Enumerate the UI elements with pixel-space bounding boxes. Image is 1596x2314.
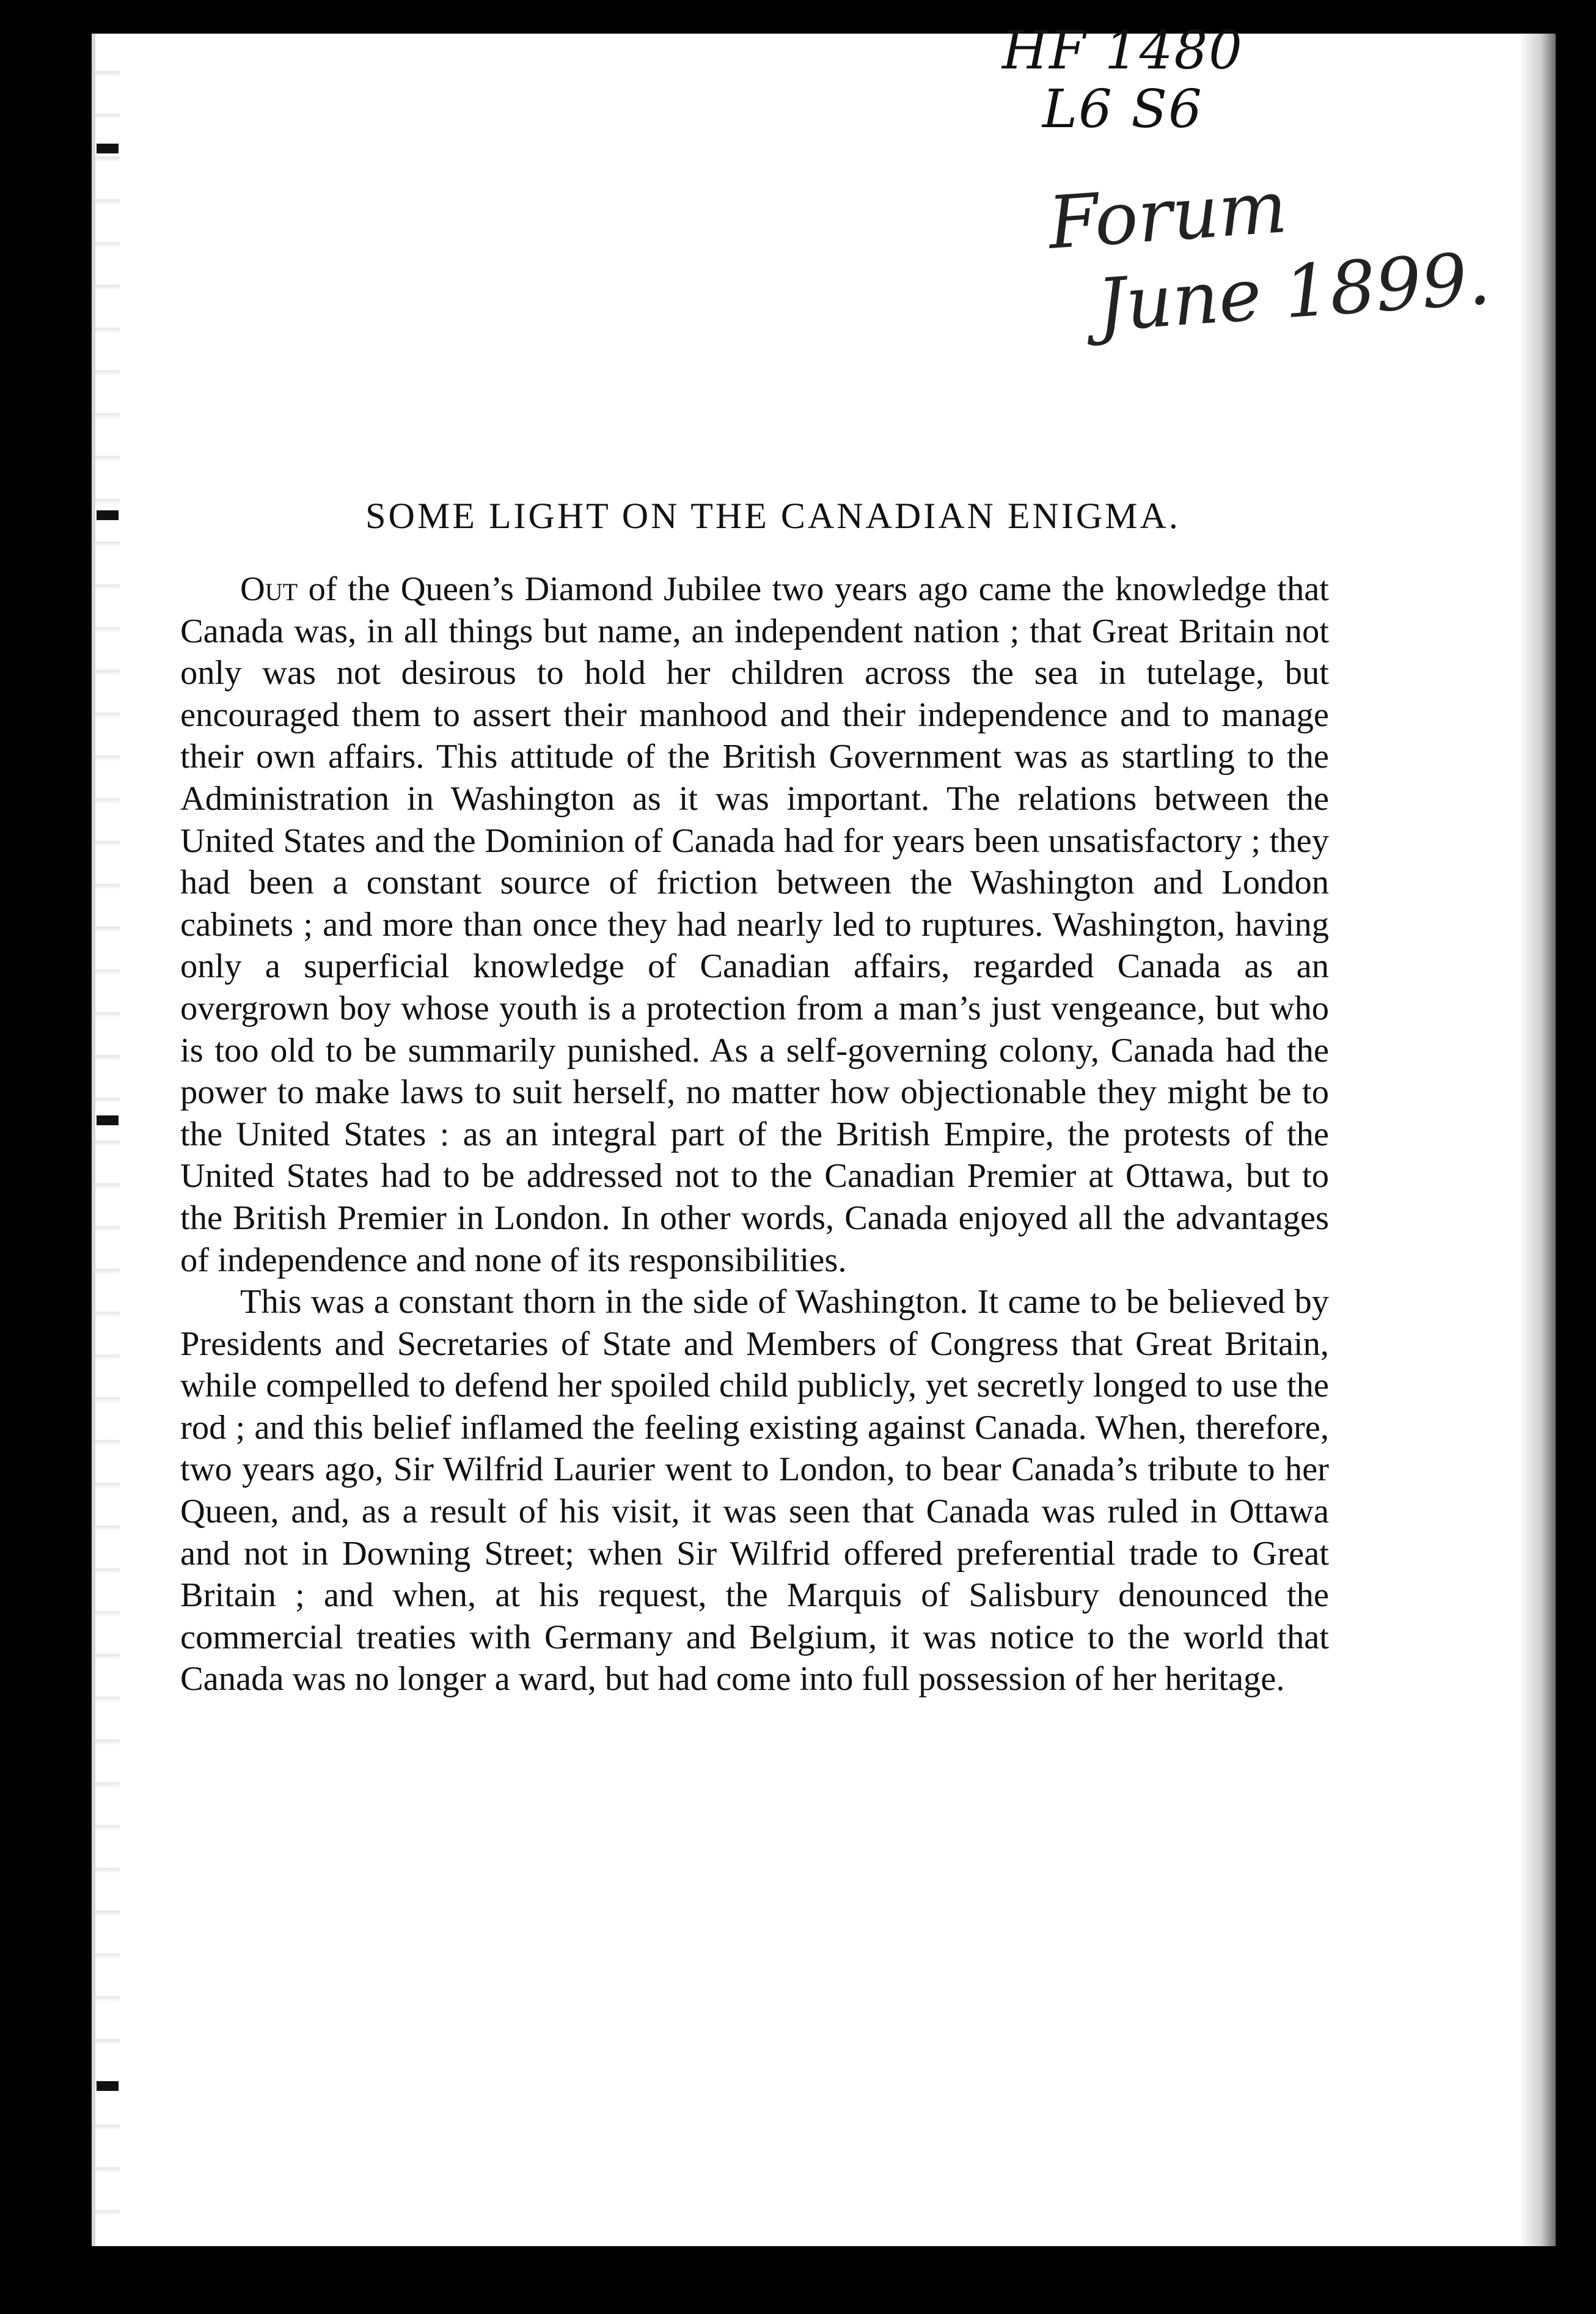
paragraph-text: of the Queen’s Diamond Jubilee two years ago came the knowledge that Canada was, in all things but name, an independent nation ; that Great Britain not only was not desirous to hold her children across the sea in tutelage, but encouraged them to assert their manhood and their independence and to manage their own affairs. This attitude of the British Government was as startling to the Administration in Washington as it was important. The relations between the United States and the Dominion of Canada had for years been unsatisfactory ; they had been a constant source of friction between the Washington and London cabinets ; and more than once they had nearly led to ruptures. Washington, having only a superficial knowledge of Canadian affairs, regarded Canada as an overgrown boy whose youth is a protection from a man’s just vengeance, but who is too old to be summarily punished. As a self-governing colony, Canada had the power to make laws to suit herself, no matter how objectionable they might be to the United States : as an integral part of the British Empire, the protests of the United States had to be addressed not to the Canadian Premier at Ottawa, but to the British Premier in London. In other words, Canada enjoyed all the advantages of independence and none of its responsibilities. [180, 570, 1329, 1279]
margin-mark [97, 1115, 119, 1125]
paragraph-lead: Out [240, 570, 298, 608]
margin-mark [97, 510, 119, 520]
page-edge-shadow [1519, 34, 1556, 2246]
handwritten-annotation [1045, 150, 1493, 351]
paragraph [180, 568, 1329, 1281]
binding-edge [95, 34, 120, 2246]
margin-mark [97, 2081, 119, 2091]
paragraph: This was a constant thorn in the side of Washington. It came to be believed by Presidents and Secretaries of State and Members of Congress that Great Britain, while compelled to defend her spoiled child publicly, yet secretly longed to use the rod ; and this belief inflamed the feeling existing against Canada. When, therefore, two years ago, Sir Wilfrid Laurier went to London, to bear Canada’s tribute to her Queen, and, as a result of his visit, it was seen that Canada was ruled in Ottawa and not in Downing Street; when Sir Wilfrid offered preferential trade to Great Britain ; and when, at his request, the Marquis of Salisbury denounced the commercial treaties with Germany and Belgium, it was notice to the world that Canada was no longer a ward, but had come into full possession of her heritage. [180, 1283, 1329, 1699]
article-title: SOME LIGHT ON THE CANADIAN ENIGMA. [365, 496, 1181, 536]
margin-mark [97, 144, 119, 153]
annotation-line: Forum [1045, 164, 1290, 265]
annotation-line: June 1899. [1094, 236, 1493, 348]
article-body [180, 568, 1329, 1700]
handwritten-call-number [1002, 21, 1243, 139]
call-number-line: HF 1480 [1002, 20, 1243, 81]
call-number-line: L6 S6 [1042, 79, 1203, 140]
